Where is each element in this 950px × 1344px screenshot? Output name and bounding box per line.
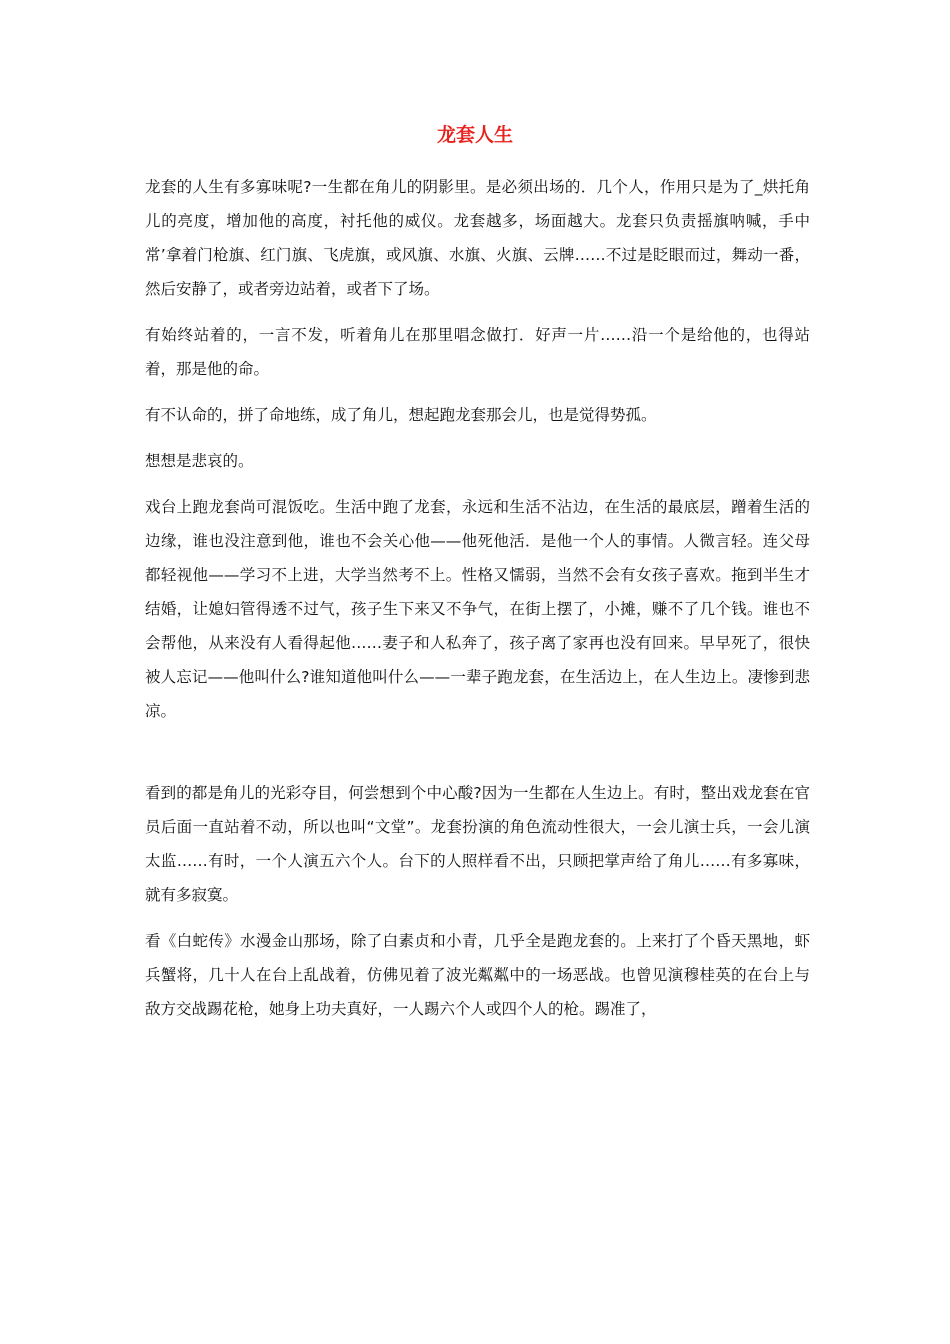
paragraph: 有不认命的，拼了命地练，成了角儿，想起跑龙套那会儿，也是觉得势孤。: [145, 406, 657, 424]
paragraph: 有始终站着的，一言不发，听着角儿在那里唱念做打．好声一片……沿一个是给他的，也得站着，那是他的命。: [145, 326, 810, 378]
paragraph: 想想是悲哀的。: [145, 452, 254, 470]
paragraph: 戏台上跑龙套尚可混饭吃。生活中跑了龙套，永远和生活不沾边，在生活的最底层，蹭着生活的边缘，谁也没注意到他，谁也不会关心他——他死他活．是他一个人的事情。人微言轻。连父母都轻视他——学习不上进，大学当然考不上。性格又懦弱，当然不会有女孩子喜欢。拖到半生才结婚，让媳妇管得透不过气，孩子生下来又不争气，在街上摆了，小摊，赚不了几个钱。谁也不会帮他，从来没有人看得起他……妻子和人私奔了，孩子离了家再也没有回来。早早死了，很快被人忘记——他叫什么?谁知道他叫什么——一辈子跑龙套，在生活边上，在人生边上。凄惨到悲凉。: [145, 498, 810, 720]
document-body: [145, 170, 810, 1026]
paragraph: 看到的都是角儿的光彩夺目，何尝想到个中心酸?因为一生都在人生边上。有时，整出戏龙套在官员后面一直站着不动，所以也叫“文堂”。龙套扮演的角色流动性很大，一会儿演士兵，一会儿演太监……有时，一个人演五六个人。台下的人照样看不出，只顾把掌声给了角儿……有多寡味，就有多寂寞。: [145, 784, 810, 904]
document-title: 龙套人生: [436, 124, 513, 146]
paragraph: 看《白蛇传》水漫金山那场，除了白素贞和小青，几乎全是跑龙套的。上来打了个昏天黑地，虾兵蟹将，几十人在台上乱战着，仿佛见着了波光粼粼中的一场恶战。也曾见演穆桂英的在台上与敌方交战踢花枪，她身上功夫真好，一人踢六个人或四个人的枪。踢准了，: [145, 932, 810, 1018]
paragraph: 龙套的人生有多寡味呢?一生都在角儿的阴影里。是必须出场的．几个人，作用只是为了_烘托角儿的亮度，增加他的高度，衬托他的威仪。龙套越多，场面越大。龙套只负责摇旗呐喊，手中常’拿着门枪旗、红门旗、飞虎旗，或风旗、水旗、火旗、云牌……不过是眨眼而过，舞动一番，然后安静了，或者旁边站着，或者下了场。: [145, 178, 810, 298]
